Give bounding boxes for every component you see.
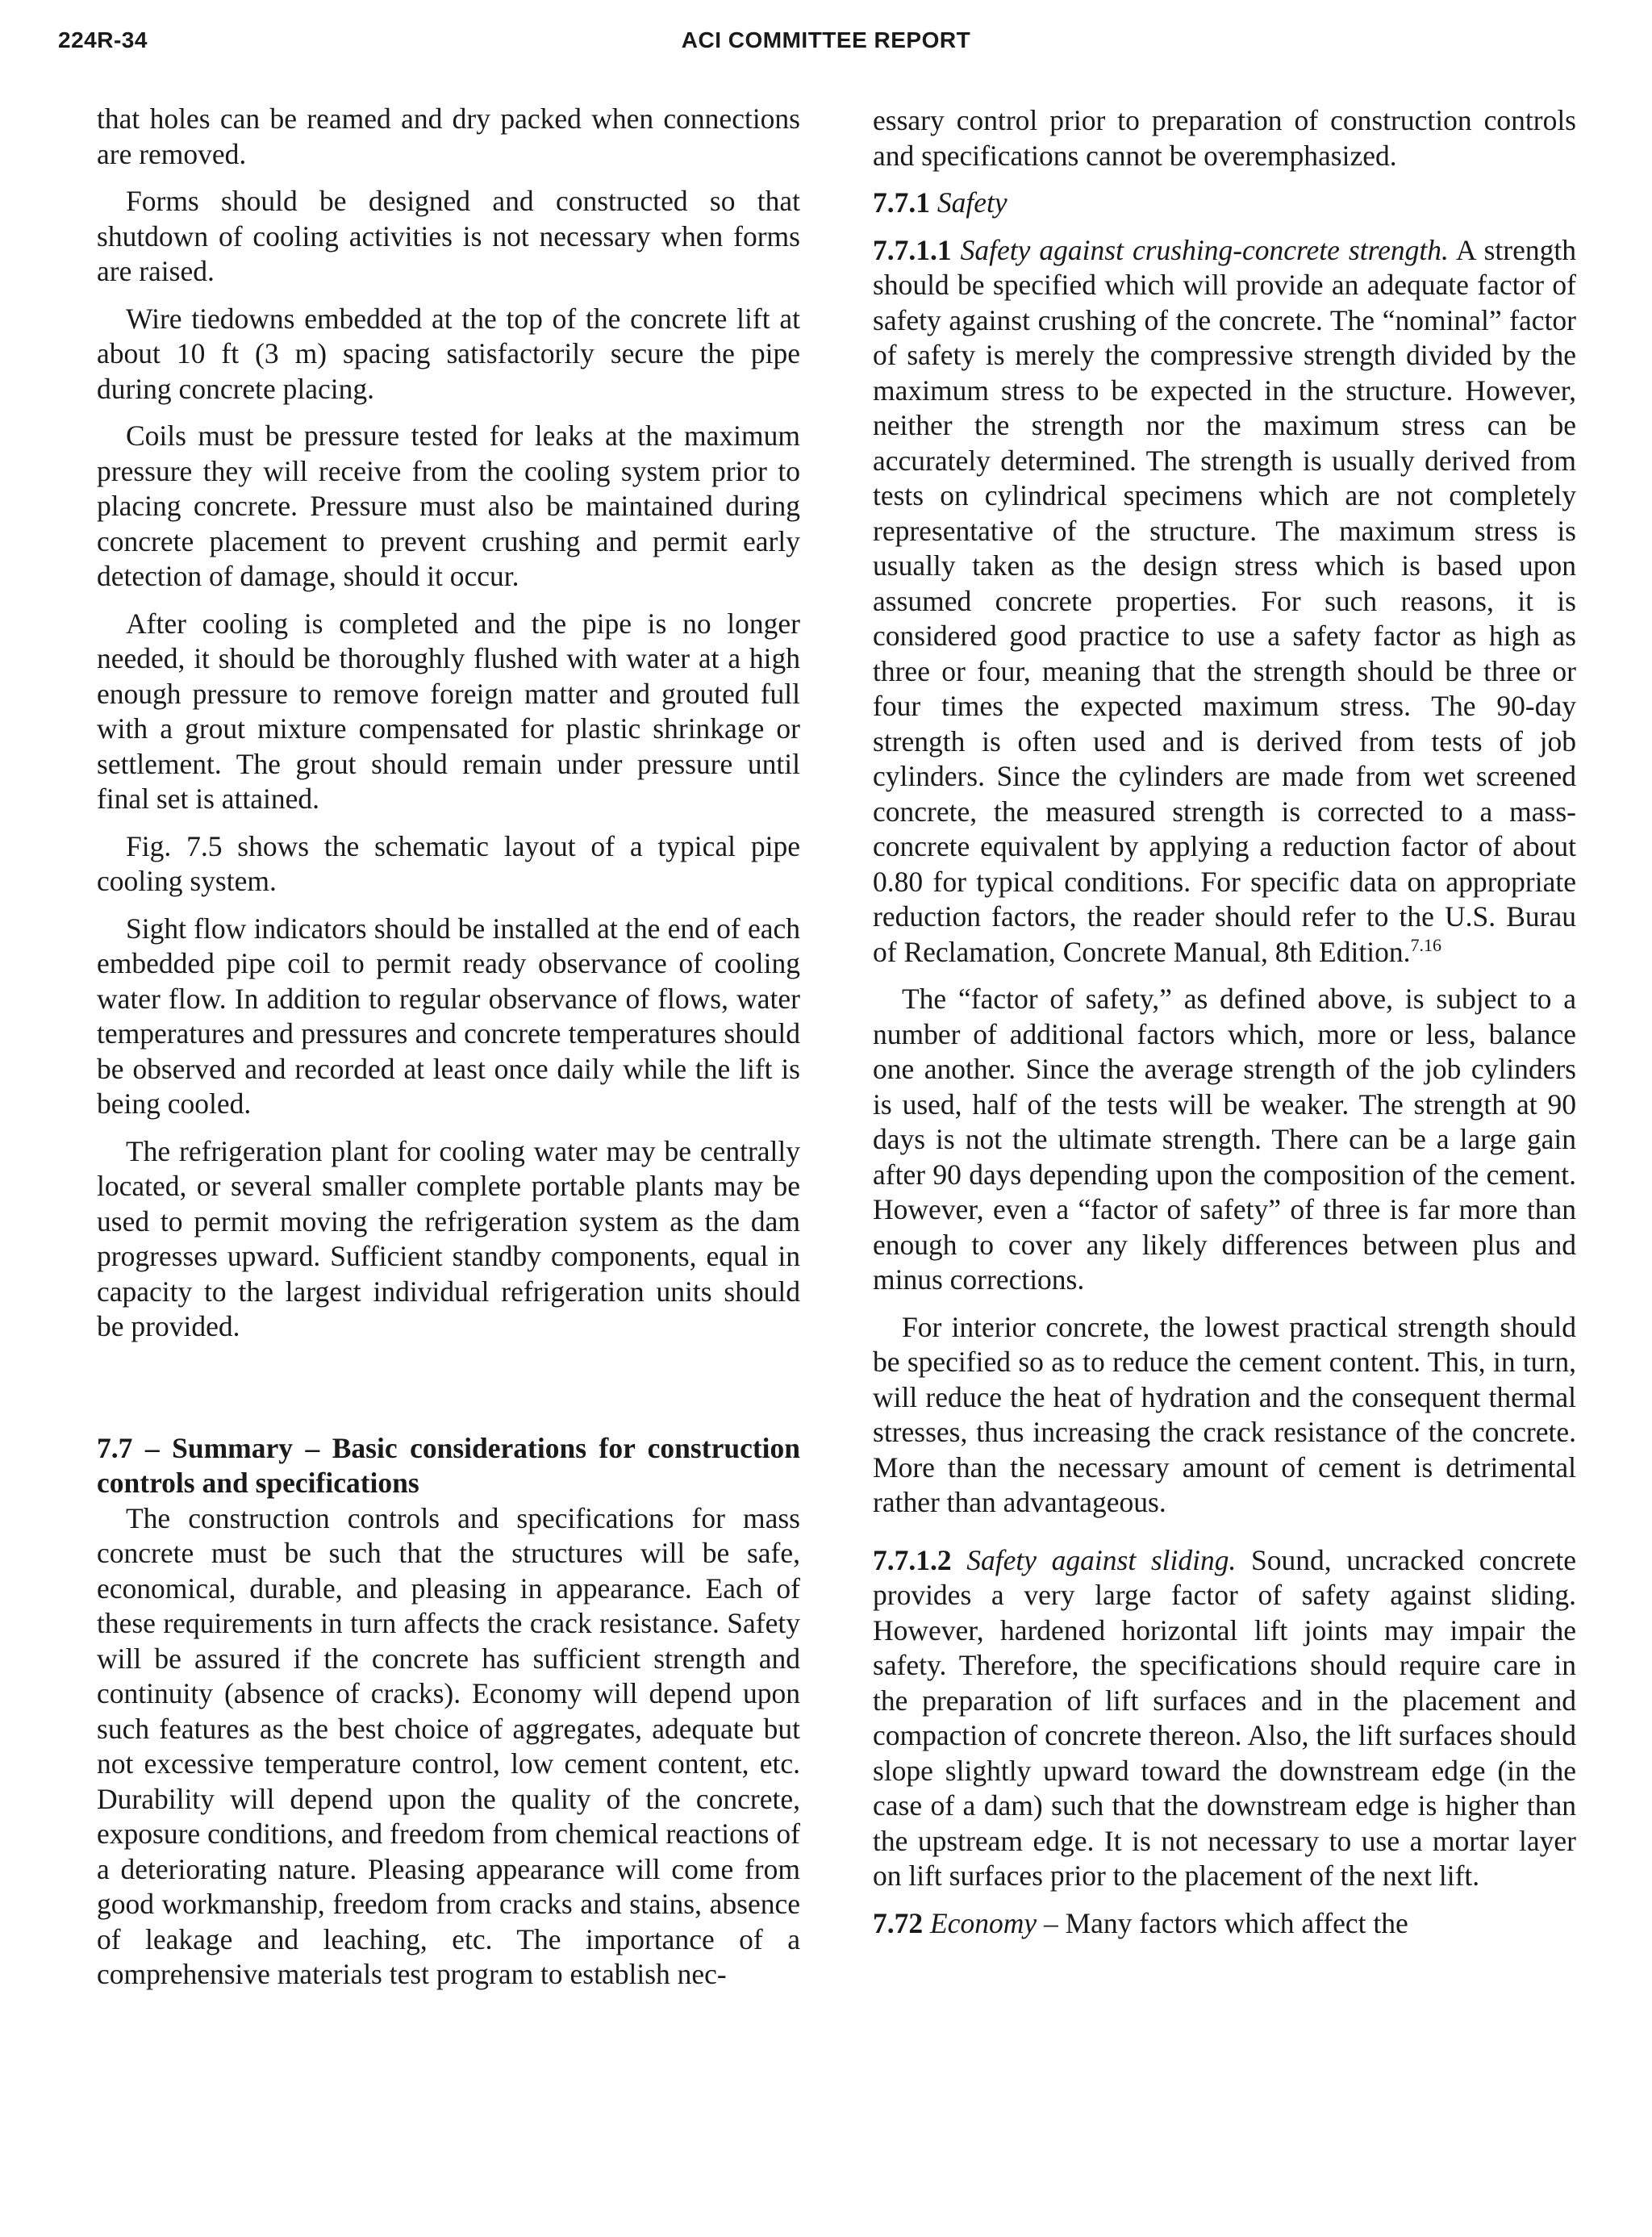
paragraph bbox=[873, 233, 1576, 970]
section-heading: 7.7 – Summary – Basic considerations for construction controls and specifications bbox=[97, 1431, 800, 1499]
paragraph: The refrigeration plant for cooling water may be centrally located, or several smaller complete portable plants may be used to permit moving the refrigeration system as the dam progresses upward. Sufficient standby components, equal in capacity to the largest individual refrigeration units should be provided. bbox=[97, 1134, 800, 1342]
paragraph bbox=[873, 1906, 1576, 1942]
paragraph: Fig. 7.5 shows the schematic layout of a typical pipe cooling system. bbox=[97, 829, 800, 897]
paragraph-text: – Many factors which affect the bbox=[1043, 1906, 1408, 1939]
heading-title: Safety against sliding. bbox=[966, 1543, 1237, 1576]
paragraph-text: Sound, uncracked concrete provides a very large factor of safety against sliding. However, hardened horizontal lift joints may impair the safety. Therefore, the specifications should require care in the preparation of lift surfaces and in the placement and compaction of concrete thereon. Also, the lift surfaces should slope slightly upward toward the downstream edge (in the case of a dam) such that the downstream edge is higher than the upstream edge. It is not necessary to use a mortar layer on lift surfaces prior to the placement of the next lift. bbox=[873, 1543, 1577, 1892]
section-spacer bbox=[97, 1357, 800, 1431]
paragraph: essary control prior to preparation of construction controls and specifications cannot be overemphasized. bbox=[873, 104, 1576, 172]
heading-number: 7.7.1.2 bbox=[873, 1543, 952, 1576]
running-header: ACI COMMITTEE REPORT bbox=[681, 27, 971, 52]
heading-number: 7.7.1 bbox=[873, 186, 930, 219]
paragraph: Forms should be designed and constructed so that shutdown of cooling activities is not necessary when forms are raised. bbox=[97, 185, 800, 287]
paragraph: For interior concrete, the lowest practical strength should be specified so as to reduce the cement content. This, in turn, will reduce the heat of hydration and the consequent thermal stresses, thus increasing the crack resistance of the concrete. More than the necessary amount of cement is detrimental rather than advantageous. bbox=[873, 1310, 1576, 1518]
heading-title: Safety bbox=[937, 186, 1007, 219]
right-column bbox=[873, 103, 1576, 1953]
subsection-heading bbox=[873, 186, 1576, 221]
paragraph: Coils must be pressure tested for leaks at the maximum pressure they will receive from the cooling system prior to placing concrete. Pressure must also be maintained during concrete placement to prevent crushing and permit early detection of damage, should it occur. bbox=[97, 419, 800, 592]
heading-number: 7.72 bbox=[873, 1906, 924, 1939]
paragraph: Wire tiedowns embedded at the top of the concrete lift at about 10 ft (3 m) spacing satisfactorily secure the pipe during concrete placing. bbox=[97, 302, 800, 405]
page-number: 224R-34 bbox=[58, 27, 148, 52]
heading-title: Economy bbox=[930, 1906, 1037, 1939]
paragraph: Sight flow indicators should be installed at the end of each embedded pipe coil to permit ready observance of cooling water flow. In addition to regular observance of flows, water temperatures and pressures and concrete temperatures should be observed and recorded at least once daily while the lift is being cooled. bbox=[97, 912, 800, 1120]
paragraph bbox=[873, 1543, 1576, 1894]
paragraph: that holes can be reamed and dry packed when connections are removed. bbox=[97, 102, 800, 170]
heading-number: 7.7.1.1 bbox=[873, 233, 952, 266]
reference-superscript: 7.16 bbox=[1410, 934, 1441, 955]
paragraph: The “factor of safety,” as defined above, is subject to a number of additional factors which, more or less, balance one another. Since the average strength of the job cylinders is used, half of the tests will be weaker. The strength at 90 days is not the ultimate strength. There can be a large gain after 90 days depending upon the composition of the cement. However, even a “factor of safety” of three is far more than enough to cover any likely differences between plus and minus corrections. bbox=[873, 983, 1576, 1296]
paragraph-text: A strength should be specified which will provide an adequate factor of safety against crushing of the concrete. The “nominal” factor of safety is merely the compressive strength divided by the maximum stress to be expected in the structure. However, neither the strength nor the maximum stress can be accurately determined. The strength is usually derived from tests on cylindrical specimens which are not completely representative of the structure. The maximum stress is usually taken as the design stress which is based upon assumed concrete properties. For such reasons, it is considered good practice to use a safety factor as high as three or four, meaning that the strength should be three or four times the expected maximum stress. The 90-day strength is often used and is derived from tests of job cylinders. Since the cylinders are made from wet screened concrete, the measured strength is corrected to a mass-concrete equivalent by applying a reduction factor of about 0.80 for typical conditions. For specific data on appropriate reduction factors, the reader should refer to the U.S. Burau of Reclamation, Concrete Manual, 8th Edition. bbox=[873, 233, 1576, 968]
left-column bbox=[97, 102, 800, 2005]
paragraph: The construction controls and specifications for mass concrete must be such that the structures will be safe, economical, durable, and pleasing in appearance. Each of these requirements in turn affects the crack resistance. Safety will be assured if the concrete has sufficient strength and continuity (absence of cracks). Economy will depend upon such features as the best choice of aggregates, adequate but not excessive temperature control, low cement content, etc. Durability will depend upon the quality of the concrete, exposure conditions, and freedom from chemical reactions of a deteriorating nature. Pleasing appearance will come from good workmanship, freedom from cracks and stains, absence of leakage and leaching, etc. The importance of a comprehensive materials test program to establish nec- bbox=[97, 1501, 800, 1990]
paragraph: After cooling is completed and the pipe is no longer needed, it should be thoroughly flushed with water at a high enough pressure to remove foreign matter and grouted full with a grout mixture compensated for plastic shrinkage or settlement. The grout should remain under pressure until final set is attained. bbox=[97, 607, 800, 815]
heading-title: Safety against crushing-concrete strength. bbox=[960, 233, 1449, 266]
